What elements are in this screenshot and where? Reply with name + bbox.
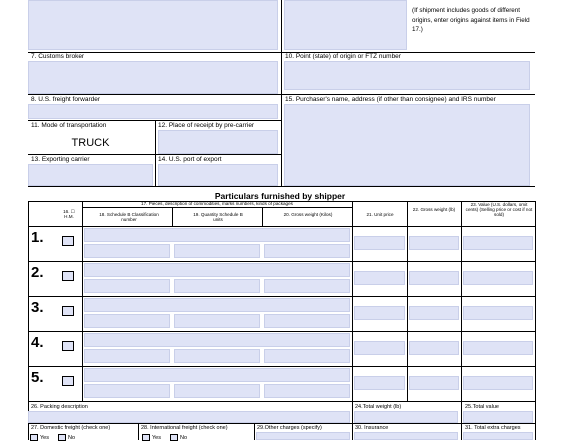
quantity-field[interactable] [174,279,260,293]
table-right-border [535,201,536,440]
divider [281,0,282,186]
international-freight-label: 28. International freight (check one) [141,425,228,431]
unit-price-field[interactable] [354,236,405,250]
total-value-label: 25.Total value [465,404,499,410]
divider [28,401,535,402]
gross-weight-kilos-field[interactable] [264,314,350,328]
gross-weight-kilos-field[interactable] [264,349,350,363]
place-of-receipt-label: 12. Place of receipt by pre-carrier [158,122,255,129]
freight-forwarder-label: 8. U.S. freight forwarder [31,96,100,103]
hazmat-checkbox[interactable] [62,306,74,316]
row-number: 3. [31,299,44,316]
hazmat-checkbox[interactable] [62,271,74,281]
gross-weight-lb-field[interactable] [409,341,459,355]
col-18-header: 18. Schedule B Classification number [99,212,159,223]
domestic-freight-yes-label: Yes [40,435,49,441]
table-header-bottom [28,226,535,227]
unit-price-field[interactable] [354,306,405,320]
description-field[interactable] [84,298,350,312]
col-divider [82,201,83,401]
col-divider [407,201,408,401]
gross-weight-kilos-field[interactable] [264,384,350,398]
insurance-label: 30. Insurance [355,425,389,431]
purchaser-label: 15. Purchaser's name, address (if other than consignee) and IRS number [285,96,496,103]
unit-price-field[interactable] [354,271,405,285]
top-middle-field[interactable] [284,0,407,50]
col-divider [262,207,263,226]
gross-weight-kilos-field[interactable] [264,244,350,258]
hazmat-checkbox[interactable] [62,341,74,351]
insurance-field[interactable] [354,432,458,440]
mode-of-transport-label: 11. Mode of transportation [31,122,107,129]
other-charges-field[interactable] [256,432,350,440]
row-divider [28,331,535,332]
quantity-field[interactable] [174,244,260,258]
col-16-header: 16. ☐ H.M. [63,209,75,220]
schedule-b-field[interactable] [84,384,170,398]
value-field[interactable] [463,306,533,320]
packing-description-field[interactable] [28,411,350,423]
port-of-export-label: 14. U.S. port of export [158,156,222,163]
hazmat-checkbox[interactable] [62,376,74,386]
schedule-b-field[interactable] [84,314,170,328]
description-field[interactable] [84,368,350,382]
top-note: (If shipment includes goods of different origins, enter origins against items in Field 17.) [412,7,530,33]
col-22-header: 22. Gross weight (lb) [412,207,456,212]
col-19-header: 19. Quantity Schedule B units [193,212,243,223]
divider [28,94,535,95]
total-weight-field[interactable] [354,411,458,423]
description-field[interactable] [84,263,350,277]
packing-description-label: 26. Packing description [31,404,88,410]
port-of-export-field[interactable] [158,164,278,186]
gross-weight-lb-field[interactable] [409,236,459,250]
col-23-header: 23. Value (U.S. dollars, omit cents) (Selling price or cost if not sold) [465,202,533,218]
quantity-field[interactable] [174,384,260,398]
col-21-header: 21. Unit price [366,212,394,217]
row-number: 4. [31,334,44,351]
freight-forwarder-field[interactable] [28,104,278,119]
description-field[interactable] [84,333,350,347]
unit-price-field[interactable] [354,376,405,390]
col-20-header: 20. Gross weight (Kilos) [283,212,333,217]
gross-weight-kilos-field[interactable] [264,279,350,293]
gross-weight-lb-field[interactable] [409,306,459,320]
unit-price-field[interactable] [354,341,405,355]
international-freight-no-label: No [180,435,188,441]
quantity-field[interactable] [174,349,260,363]
value-field[interactable] [463,236,533,250]
total-extra-charges-field[interactable] [463,432,533,440]
value-field[interactable] [463,341,533,355]
place-of-receipt-field[interactable] [158,130,278,154]
customs-broker-label: 7. Customs broker [31,53,85,60]
row-number: 5. [31,369,44,386]
row-divider [28,261,535,262]
value-field[interactable] [463,376,533,390]
total-extra-charges-label: 31. Total extra charges [465,425,521,431]
col17-subheader-line [82,207,352,208]
divider [155,120,156,186]
row-divider [28,366,535,367]
hazmat-checkbox[interactable] [62,236,74,246]
schedule-b-field[interactable] [84,349,170,363]
customs-broker-field[interactable] [28,61,278,94]
domestic-freight-label: 27. Domestic freight (check one) [31,425,111,431]
col-divider [352,201,353,440]
col-17-header: 17. Pieces, description of commodities, marks numbers, kinds of packages [141,201,293,206]
divider [138,423,139,440]
schedule-b-field[interactable] [84,244,170,258]
gross-weight-lb-field[interactable] [409,271,459,285]
quantity-field[interactable] [174,314,260,328]
divider [28,154,281,155]
point-of-origin-field[interactable] [284,61,530,90]
row-divider [28,296,535,297]
schedule-b-field[interactable] [84,279,170,293]
other-charges-label: 29.Other charges (specify) [257,425,322,431]
total-weight-label: 24.Total weight (lb) [355,404,402,410]
description-field[interactable] [84,228,350,242]
value-field[interactable] [463,271,533,285]
exporting-carrier-label: 13. Exporting carrier [31,156,90,163]
col-divider [461,201,462,440]
table-left-border [28,201,29,440]
divider [28,186,535,187]
total-value-field[interactable] [463,411,533,423]
international-freight-yes-label: Yes [152,435,161,441]
point-of-origin-label: 10. Point (state) of origin or FTZ number [285,53,401,60]
domestic-freight-no-label: No [68,435,76,441]
purchaser-field[interactable] [284,104,530,186]
top-left-field[interactable] [28,0,278,50]
divider [254,423,255,440]
gross-weight-lb-field[interactable] [409,376,459,390]
exporting-carrier-field[interactable] [28,164,153,186]
row-number: 1. [31,229,44,246]
col-divider [172,207,173,226]
mode-of-transport-value[interactable]: TRUCK [71,137,110,149]
row-number: 2. [31,264,44,281]
section-title: Particulars furnished by shipper [214,191,346,201]
